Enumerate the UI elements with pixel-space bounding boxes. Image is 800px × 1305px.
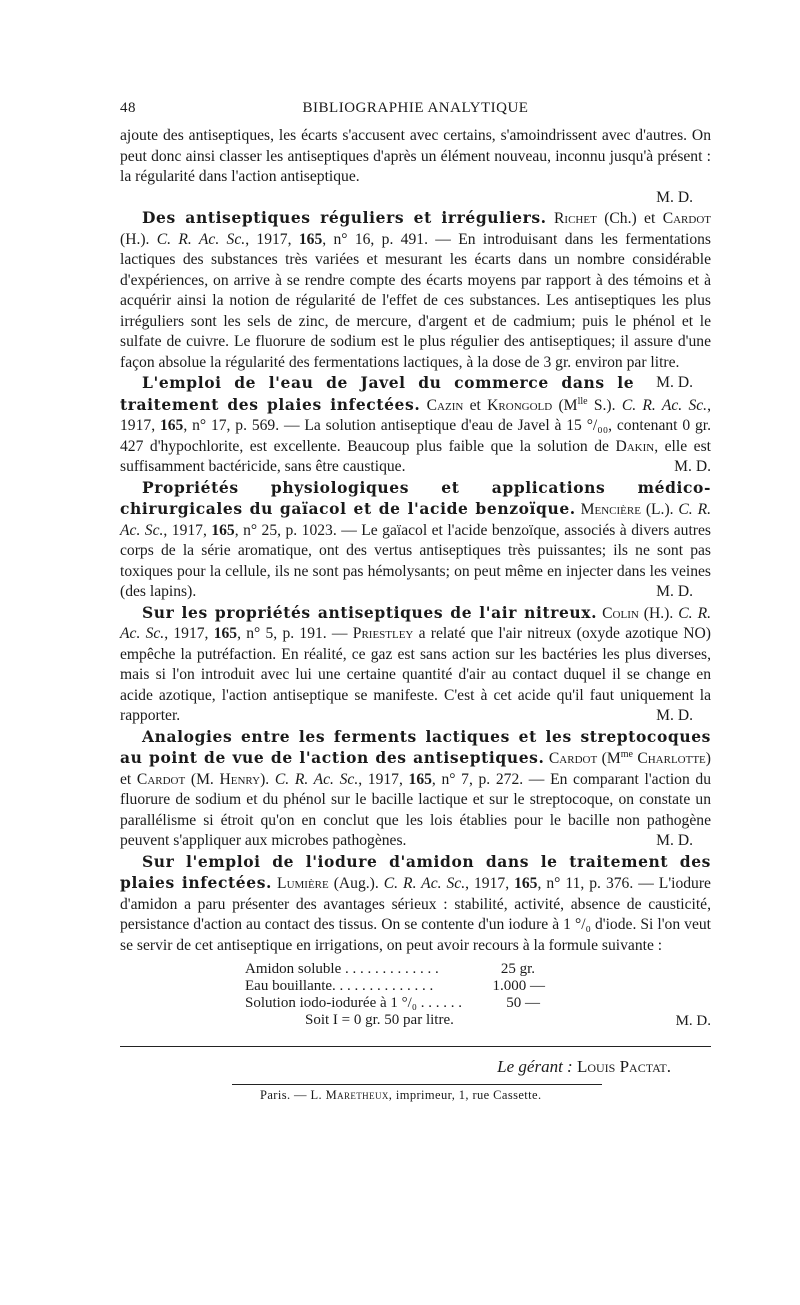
entry-analogies: Analogies entre les ferments lactiques et les streptocoques au point de vue de l'action des antiseptiques. Cardot ($M^{me}$ Charlotte) et Cardot (M. Henry). C. R. Ac. Sc., 1917, 165, n° 7, p. 272. — En comparant l'action du fluorure de sodium et du phénol sur le bacille lactique et sur le streptocoque, on constate un parallélisme si étroit qu'on en conclut que les lois établies pour le bacille non pathogène peuvent s'appliquer aux microbes pathogènes. M. D.	[120, 727, 711, 852]
article-body	[120, 126, 711, 1034]
formula-row-value: 50 —	[506, 995, 540, 1011]
entry-title: Analogies entre les ferments lactiques et les streptocoques au point de vue de l'action des antiseptiques.	[120, 726, 711, 767]
author: Lumière	[277, 875, 329, 892]
signature: M. D.	[675, 1013, 711, 1029]
entry-title: Propriétés physiologiques et applications médico-chirurgicales du gaïacol et de l'acide benzoïque.	[120, 477, 711, 518]
journal: C. R. Ac. Sc.	[621, 396, 708, 414]
signature: M. D.	[656, 707, 693, 724]
entry-eau-de-javel: L'emploi de l'eau de Javel du commerce dans le traitement des plaies infectées. Cazin et Krongold ($M^{lle}$ S.). C. R. Ac. Sc., 1917, 165, n° 17, p. 569. — La solution antiseptique d'eau de Javel à 15 °/₀₀, contenant 0 gr. 427 d'hypochlorite, est excellente. Beaucoup plus faible que la solution de Dakin, elle est suffisamment bactéricide, sans être caustique. M. D.	[120, 373, 711, 478]
formula-table	[245, 960, 711, 1034]
author: Krongold	[487, 396, 553, 414]
entry-iodure-amidon: Sur l'emploi de l'iodure d'amidon dans le traitement des plaies infectées. Lumière (Aug.). C. R. Ac. Sc., 1917, 165, n° 11, p. 376. — L'iodure d'amidon a paru présenter des avantages sérieux : stabilité, activité, absence de causticité, persistance d'action au contact des tissus. On se contente d'un iodure à 1 °/₀ d'iode. Si l'on veut se servir de cet antiseptique en irrigations, on peut avoir recours à la formule suivante :	[120, 851, 711, 954]
journal: C. R. Ac. Sc.	[274, 770, 359, 788]
gerant-line: Le gérant : Louis Pactat.	[497, 1057, 671, 1076]
imprint-rule	[232, 1084, 602, 1085]
journal: C. R. Ac. Sc.	[120, 604, 711, 642]
entry-title: Des antiseptiques réguliers et irréguliers.	[142, 208, 547, 227]
entry-title: Sur l'emploi de l'iodure d'amidon dans le traitement des plaies infectées.	[120, 851, 711, 892]
entry-text: — L'iodure d'amidon a paru présenter des avantages sérieux : stabilité, activité, absence de causticité, persistance d'action au contact des tissus. On se contente d'un iodure à 1 °/₀ d'iode. Si l'on veut se servir de cet antiseptique en irrigations, on peut avoir recours à la formule suivante :	[120, 875, 711, 954]
author: Colin	[602, 604, 639, 622]
entry-text: Le gaïacol et l'acide benzoïque, associés à divers autres corps de la série aromatique, ont des vertus antiseptiques très puissantes; ils ne sont pas toxiques pour la cellule, ils ne sont pas hémolysants; on peut même en injecter dans les veines (des lapins).	[120, 521, 711, 600]
entry-title: L'emploi de l'eau de Javel du commerce dans le traitement des plaies infectées.	[120, 373, 635, 414]
entry-gaiacol: Propriétés physiologiques et applications médico-chirurgicales du gaïacol et de l'acide benzoïque. Mencière (L.). C. R. Ac. Sc., 1917, 165, n° 25, p. 1023. — Le gaïacol et l'acide benzoïque, associés à divers autres corps de la série aromatique, ont des vertus antiseptiques très puissantes; ils ne sont pas toxiques pour la cellule, ils ne sont pas hémolysants; on peut même en injecter dans les veines (des lapins). M. D.	[120, 478, 711, 603]
signature: M. D.	[656, 583, 693, 600]
imprint: Paris. — L. Maretheux, imprimeur, 1, rue Cassette.	[260, 1088, 542, 1102]
running-title: BIBLIOGRAPHIE ANALYTIQUE	[302, 100, 529, 116]
signature: M. D.	[656, 188, 693, 206]
author: Cardot	[662, 210, 711, 227]
volume: 165	[213, 625, 238, 642]
author: Cazin	[426, 396, 464, 414]
formula-row-label: Eau bouillante. . . . . . . . . . . . . .	[245, 978, 434, 994]
gerant-name: Louis Pactat.	[576, 1057, 671, 1076]
author: Cardot	[548, 750, 598, 767]
author: Mencière	[580, 501, 641, 518]
volume: 165	[211, 521, 235, 539]
signature: M. D.	[656, 832, 693, 849]
author: Richet	[554, 210, 597, 227]
entry-air-nitreux: Sur les propriétés antiseptiques de l'air nitreux. Colin (H.). C. R. Ac. Sc., 1917, 165, n° 5, p. 191. — Priestley a relaté que l'air nitreux (oxyde azotique NO) empêche la putréfaction. En réalité, ce gaz est sans action sur les bactéries les plus diverses, mais si l'on introduit avec lui une certaine quantité d'air au contact duquel il se change en acide azotique, l'action antiseptique se manifeste. C'est à cet acide qu'il faut uniquement la rapporter. M. D.	[120, 603, 711, 727]
journal: C. R. Ac. Sc.	[120, 501, 711, 539]
footer-rule	[120, 1046, 711, 1047]
entry-text: La solution antiseptique d'eau de Javel à 15 °/₀₀, contenant 0 gr. 427 d'hypochlorite, est excellente. Beaucoup plus faible que la solution de	[120, 417, 712, 455]
formula-row-label: Solution iodo-iodurée à 1 °/₀ . . . . . .	[245, 995, 463, 1011]
entry-title: Sur les propriétés antiseptiques de l'air nitreux.	[142, 602, 598, 622]
volume: 165	[408, 770, 432, 788]
author: Cardot	[136, 770, 186, 788]
volume: 165	[298, 230, 323, 248]
entry-text: En comparant l'action du fluorure de sodium et du phénol sur le bacille lactique et sur le streptocoque, on constate un parallélisme si étroit qu'on en conclut que les lois établies pour le bacille non pathogène peuvent s'appliquer aux microbes pathogènes.	[120, 770, 711, 849]
formula-total: Soit I = 0 gr. 50 par litre.	[305, 1012, 454, 1028]
formula-row-value: 1.000 —	[492, 978, 545, 994]
journal: C. R. Ac. Sc.	[156, 230, 246, 248]
signature: M. D.	[656, 374, 693, 391]
continued-paragraph: ajoute des antiseptiques, les écarts s'accusent avec certains, s'amoindrissent avec d'autres. On peut donc ainsi classer les antiseptiques d'après un élément nouveau, inconnu jusqu'à présent : la régularité dans l'action antiseptique. M. D.	[120, 126, 711, 208]
running-header	[120, 100, 711, 122]
page	[120, 100, 711, 1103]
entry-antiseptiques-reguliers: Des antiseptiques réguliers et irréguliers. Richet (Ch.) et Cardot (H.). C. R. Ac. Sc., 1917, 165, n° 16, p. 491. — En introduisant dans les fermentations lactiques des substances très variées et mesurant les écarts dans un nombre considérable d'expériences, on arrive à se rendre compte des écarts moyens par rapport à des témoins et à acquérir ainsi la notion de régularité de l'effet de ces substances. Les antiseptiques les plus irréguliers sont les sels de zinc, de mercure, d'argent et de cadmium; puis le phénol et le sulfate de cuivre. Le fluorure de sodium est le plus régulier des antiseptiques; il assure d'une façon absolue la régularité des fermentations lactiques, à la dose de 3 gr. environ par litre. M. D.	[120, 208, 711, 373]
entry-text: En introduisant dans les fermentations lactiques des substances très variées et mesurant les écarts dans un nombre considérable d'expériences, on arrive à se rendre compte des écarts moyens par rapport à des témoins et à acquérir ainsi la notion de régularité de l'effet de ces substances. Les antiseptiques les plus irréguliers sont les sels de zinc, de mercure, d'argent et de cadmium; puis le phénol et le sulfate de cuivre. Le fluorure de sodium est le plus régulier des antiseptiques; il assure d'une façon absolue la régularité des fermentations lactiques, à la dose de 3 gr. environ par litre.	[120, 230, 711, 371]
formula-row-label: Amidon soluble . . . . . . . . . . . . .	[245, 961, 439, 977]
formula-row-value: 25 gr.	[500, 961, 535, 977]
entry-text: a relaté que l'air nitreux (oxyde azotique NO) empêche la putréfaction. En réalité, ce gaz est sans action sur les bactéries les plus diverses, mais si l'on introduit avec lui une certaine quantité d'air au contact duquel il se change en acide azotique, l'action antiseptique se manifeste. C'est à cet acide qu'il faut uniquement la rapporter.	[120, 625, 711, 724]
journal: C. R. Ac. Sc.	[383, 875, 466, 892]
volume: 165	[159, 417, 184, 434]
page-number: 48	[120, 100, 136, 116]
volume: 165	[514, 875, 538, 892]
signature: M. D.	[674, 458, 711, 475]
